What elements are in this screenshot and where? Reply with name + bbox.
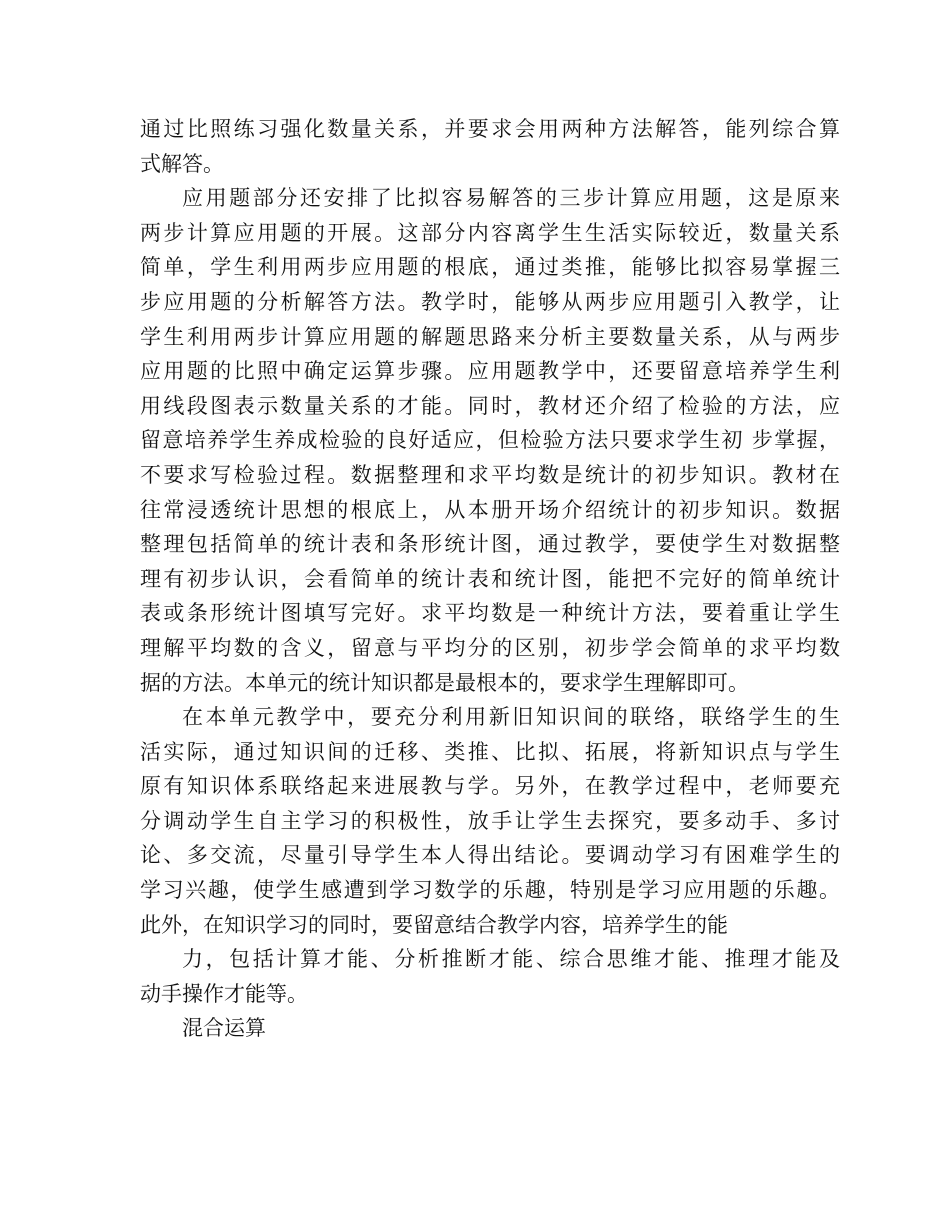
text-line: 留意培养学生养成检验的良好适应，但检验方法只要求学生初 步掌握， [140,428,840,453]
text-line: 应用题部分还安排了比拟容易解答的三步计算应用题，这是原来 [182,186,840,211]
text-line: 不要求写检验过程。数据整理和求平均数是统计的初步知识。教材在 [140,462,840,487]
text-line: 活实际，通过知识间的迁移、类推、比拟、拓展，将新知识点与学生 [140,739,840,764]
text-line: 论、多交流，尽量引导学生本人得出结论。要调动学习有困难学生的 [140,843,840,868]
text-line: 动手操作才能等。 [140,981,308,1006]
text-line: 表或条形统计图填写完好。求平均数是一种统计方法，要着重让学生 [140,601,840,626]
text-line: 据的方法。本单元的统计知识都是最根本的，要求学生理解即可。 [140,670,749,695]
text-line: 理有初步认识，会看简单的统计表和统计图，能把不完好的简单统计 [140,566,840,591]
text-line: 力，包括计算才能、分析推断才能、综合思维才能、推理才能及 [182,947,840,972]
text-line: 理解平均数的含义，留意与平均分的区别，初步学会简单的求平均数 [140,635,840,660]
text-line: 简单，学生利用两步应用题的根底，通过类推，能够比拟容易掌握三 [140,255,840,280]
text-line: 两步计算应用题的开展。这部分内容离学生生活实际较近，数量关系 [140,220,840,245]
text-line: 式解答。 [140,151,224,176]
text-line: 应用题的比照中确定运算步骤。应用题教学中，还要留意培养学生利 [140,359,840,384]
text-line: 在本单元教学中，要充分利用新旧知识间的联络，联络学生的生 [182,705,840,730]
document-body [140,112,840,1046]
text-line: 整理包括简单的统计表和条形统计图，通过教学，要使学生对数据整 [140,532,840,557]
text-line: 原有知识体系联络起来进展教与学。另外，在教学过程中，老师要充 [140,774,840,799]
text-line: 用线段图表示数量关系的才能。同时，教材还介绍了检验的方法，应 [140,393,840,418]
text-line: 步应用题的分析解答方法。教学时，能够从两步应用题引入教学，让 [140,289,840,314]
text-line: 通过比照练习强化数量关系，并要求会用两种方法解答，能列综合算 [140,117,840,141]
text-line: 分调动学生自主学习的积极性，放手让学生去探究，要多动手、多讨 [140,808,840,833]
text-line: 混合运算 [182,1016,266,1041]
text-line: 往常浸透统计思想的根底上，从本册开场介绍统计的初步知识。数据 [140,497,840,522]
text-line: 学生利用两步计算应用题的解题思路来分析主要数量关系，从与两步 [140,324,840,349]
text-line: 学习兴趣，使学生感遭到学习数学的乐趣，特别是学习应用题的乐趣。 [140,878,840,903]
text-line: 此外，在知识学习的同时，要留意结合教学内容，培养学生的能 [140,912,728,937]
